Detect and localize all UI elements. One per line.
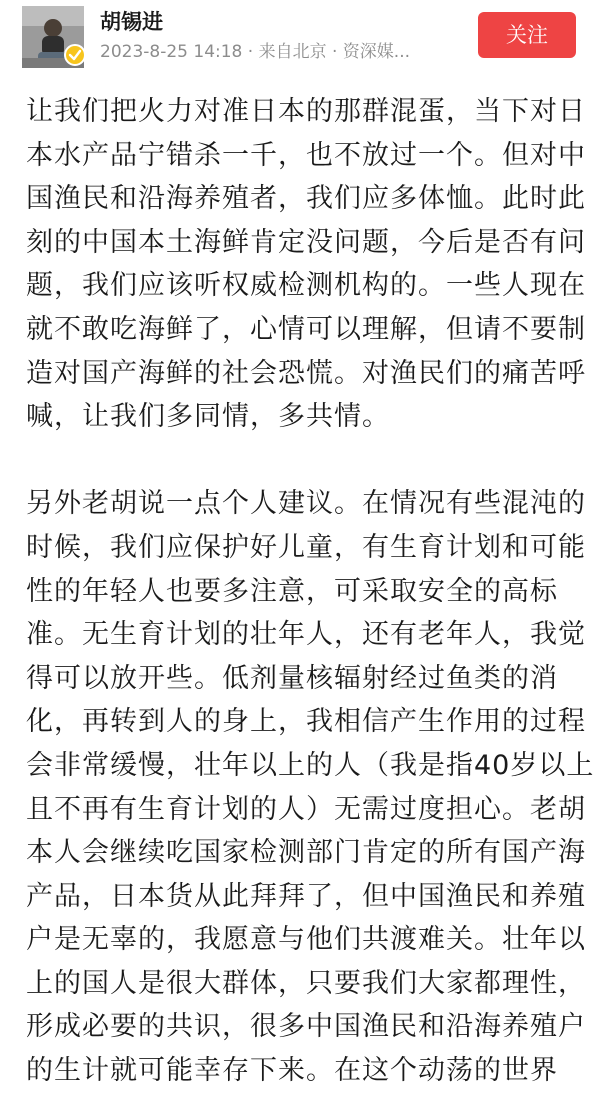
paragraph xyxy=(26,482,595,1092)
text-line: 得可以放开些。低剂量核辐射经过鱼类的消 xyxy=(26,662,558,694)
text-line: 题，我们应该听权威检测机构的。一些人现在 xyxy=(26,270,586,302)
text-line: 化，再转到人的身上，我相信产生作用的过程 xyxy=(26,706,586,738)
text-line: 上的国人是很大群体，只要我们大家都理性， xyxy=(26,967,586,999)
follow-button[interactable]: 关注 xyxy=(478,12,576,58)
text-line: 本水产品宁错杀一千，也不放过一个。但对中 xyxy=(26,139,586,171)
text-line: 形成必要的共识，很多中国渔民和沿海养殖户 xyxy=(26,1011,586,1043)
text-line: 户是无辜的，我愿意与他们共渡难关。壮年以 xyxy=(26,924,586,956)
text-line: 另外老胡说一点个人建议。在情况有些混沌的 xyxy=(26,488,586,520)
text-line: 喊，让我们多同情，多共情。 xyxy=(26,401,390,433)
paragraph xyxy=(26,90,586,439)
text-line: 性的年轻人也要多注意，可采取安全的高标 xyxy=(26,575,558,607)
text-line: 造对国产海鲜的社会恐慌。对渔民们的痛苦呼 xyxy=(26,357,586,389)
text-line: 且不再有生育计划的人）无需过度担心。老胡 xyxy=(26,793,586,825)
verified-badge-icon xyxy=(64,44,86,66)
author-name[interactable]: 胡锡进 xyxy=(100,10,163,34)
text-line: 的生计就可能幸存下来。在这个动荡的世界 xyxy=(26,1055,558,1087)
text-line: 国渔民和沿海养殖者，我们应多体恤。此时此 xyxy=(26,183,586,215)
text-line: 产品，日本货从此拜拜了，但中国渔民和养殖 xyxy=(26,880,586,912)
text-line: 刻的中国本土海鲜肯定没问题，今后是否有问 xyxy=(26,226,586,258)
post-body xyxy=(26,90,595,1093)
text-line: 时候，我们应保护好儿童，有生育计划和可能 xyxy=(26,531,586,563)
text-line: 让我们把火力对准日本的那群混蛋，当下对日 xyxy=(26,96,586,127)
text-line: 会非常缓慢，壮年以上的人（我是指40岁以上 xyxy=(26,749,595,781)
post-header xyxy=(0,0,600,80)
text-line: 准。无生育计划的壮年人，还有老年人，我觉 xyxy=(26,619,586,651)
text-line: 就不敢吃海鲜了，心情可以理解，但请不要制 xyxy=(26,313,586,345)
post-meta: 2023-8-25 14:18 · 来自北京 · 资深媒... xyxy=(100,42,411,62)
text-line: 本人会继续吃国家检测部门肯定的所有国产海 xyxy=(26,837,586,869)
